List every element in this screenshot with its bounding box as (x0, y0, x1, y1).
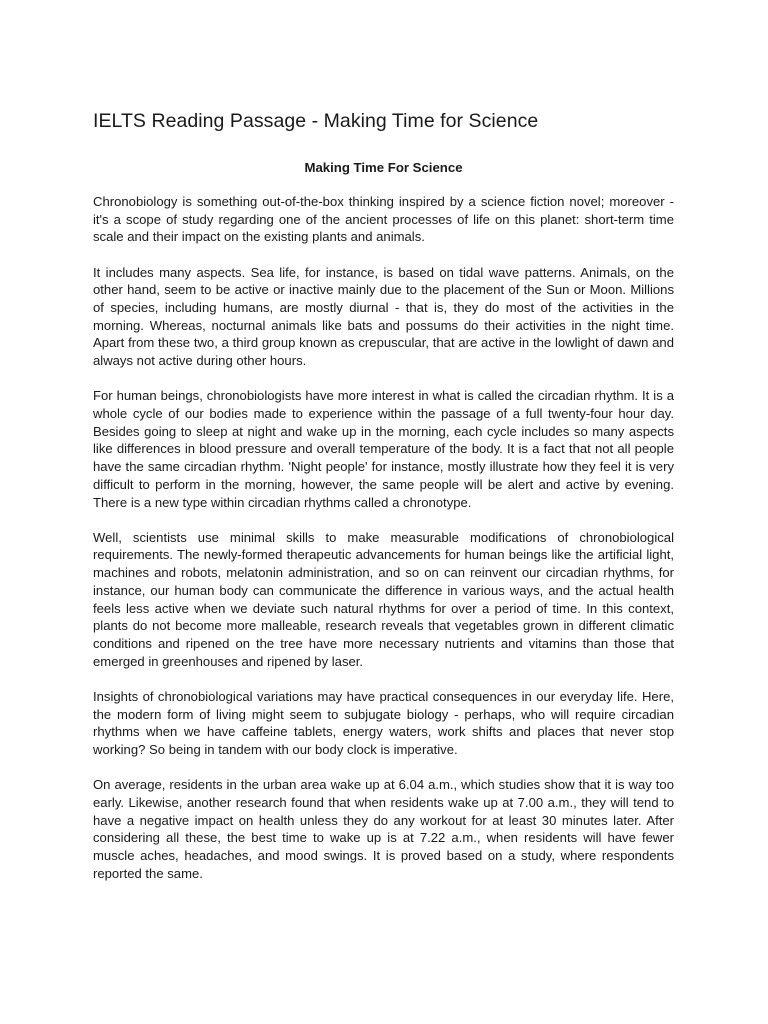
paragraph-1: Chronobiology is something out-of-the-box thinking inspired by a science fiction novel; moreover - it's a scope of study regarding one of the ancient processes of life on this planet: short-term time scale and their impact on the existing plants and animals. (93, 194, 674, 245)
document-title: IELTS Reading Passage - Making Time for Science (93, 110, 539, 132)
paragraph-2: It includes many aspects. Sea life, for instance, is based on tidal wave patterns. Animals, on the other hand, seem to be active or inactive mainly due to the placement of the Sun or Moon. Millions of species, including humans, are mostly diurnal - that is, they do most of the activities in the morning. Whereas, nocturnal animals like bats and possums do their activities in the night time. Apart from these two, a third group known as crepuscular, that are active in the lowlight of dawn and always not active during other hours. (93, 264, 674, 369)
passage-body (93, 193, 674, 900)
paragraph-4: Well, scientists use minimal skills to make measurable modifications of chronobiological requirements. The newly-formed therapeutic advancements for human beings like the artificial light, machines and robots, melatonin administration, and so on can reinvent our circadian rhythms, for instance, our human body can communicate the difference in various ways, and the actual health feels less active when we deviate such natural rhythms for over a period of time. In this context, plants do not become more malleable, research reveals that vegetables grown in different climatic conditions and ripened on the tree have more necessary nutrients and vitamins than those that emerged in greenhouses and ripened by laser. (93, 529, 674, 669)
paragraph-6: On average, residents in the urban area wake up at 6.04 a.m., which studies show that it is way too early. Likewise, another research found that when residents wake up at 7.00 a.m., they will tend to have a negative impact on health unless they do any workout for at least 30 minutes later. After considering all these, the best time to wake up is at 7.22 a.m., when residents will have fewer muscle aches, headaches, and mood swings. It is proved based on a study, where respondents reported the same. (93, 777, 674, 881)
passage-subtitle: Making Time For Science (304, 160, 463, 175)
paragraph-3: For human beings, chronobiologists have more interest in what is called the circadian rhythm. It is a whole cycle of our bodies made to experience within the passage of a full twenty-four hour day. Besides going to sleep at night and wake up in the morning, each cycle includes so many aspects like differences in blood pressure and overall temperature of the body. It is a fact that not all people have the same circadian rhythm. 'Night people' for instance, mostly illustrate how they feel it is very difficult to perform in the morning, however, the same people will be alert and active by evening. There is a new type within circadian rhythms called a chronotype. (93, 388, 674, 510)
paragraph-5: Insights of chronobiological variations may have practical consequences in our everyday life. Here, the modern form of living might seem to subjugate biology - perhaps, who will require circadian rhythms when we have caffeine tablets, energy waters, work shifts and places that never stop working? So being in tandem with our body clock is imperative. (93, 688, 674, 757)
